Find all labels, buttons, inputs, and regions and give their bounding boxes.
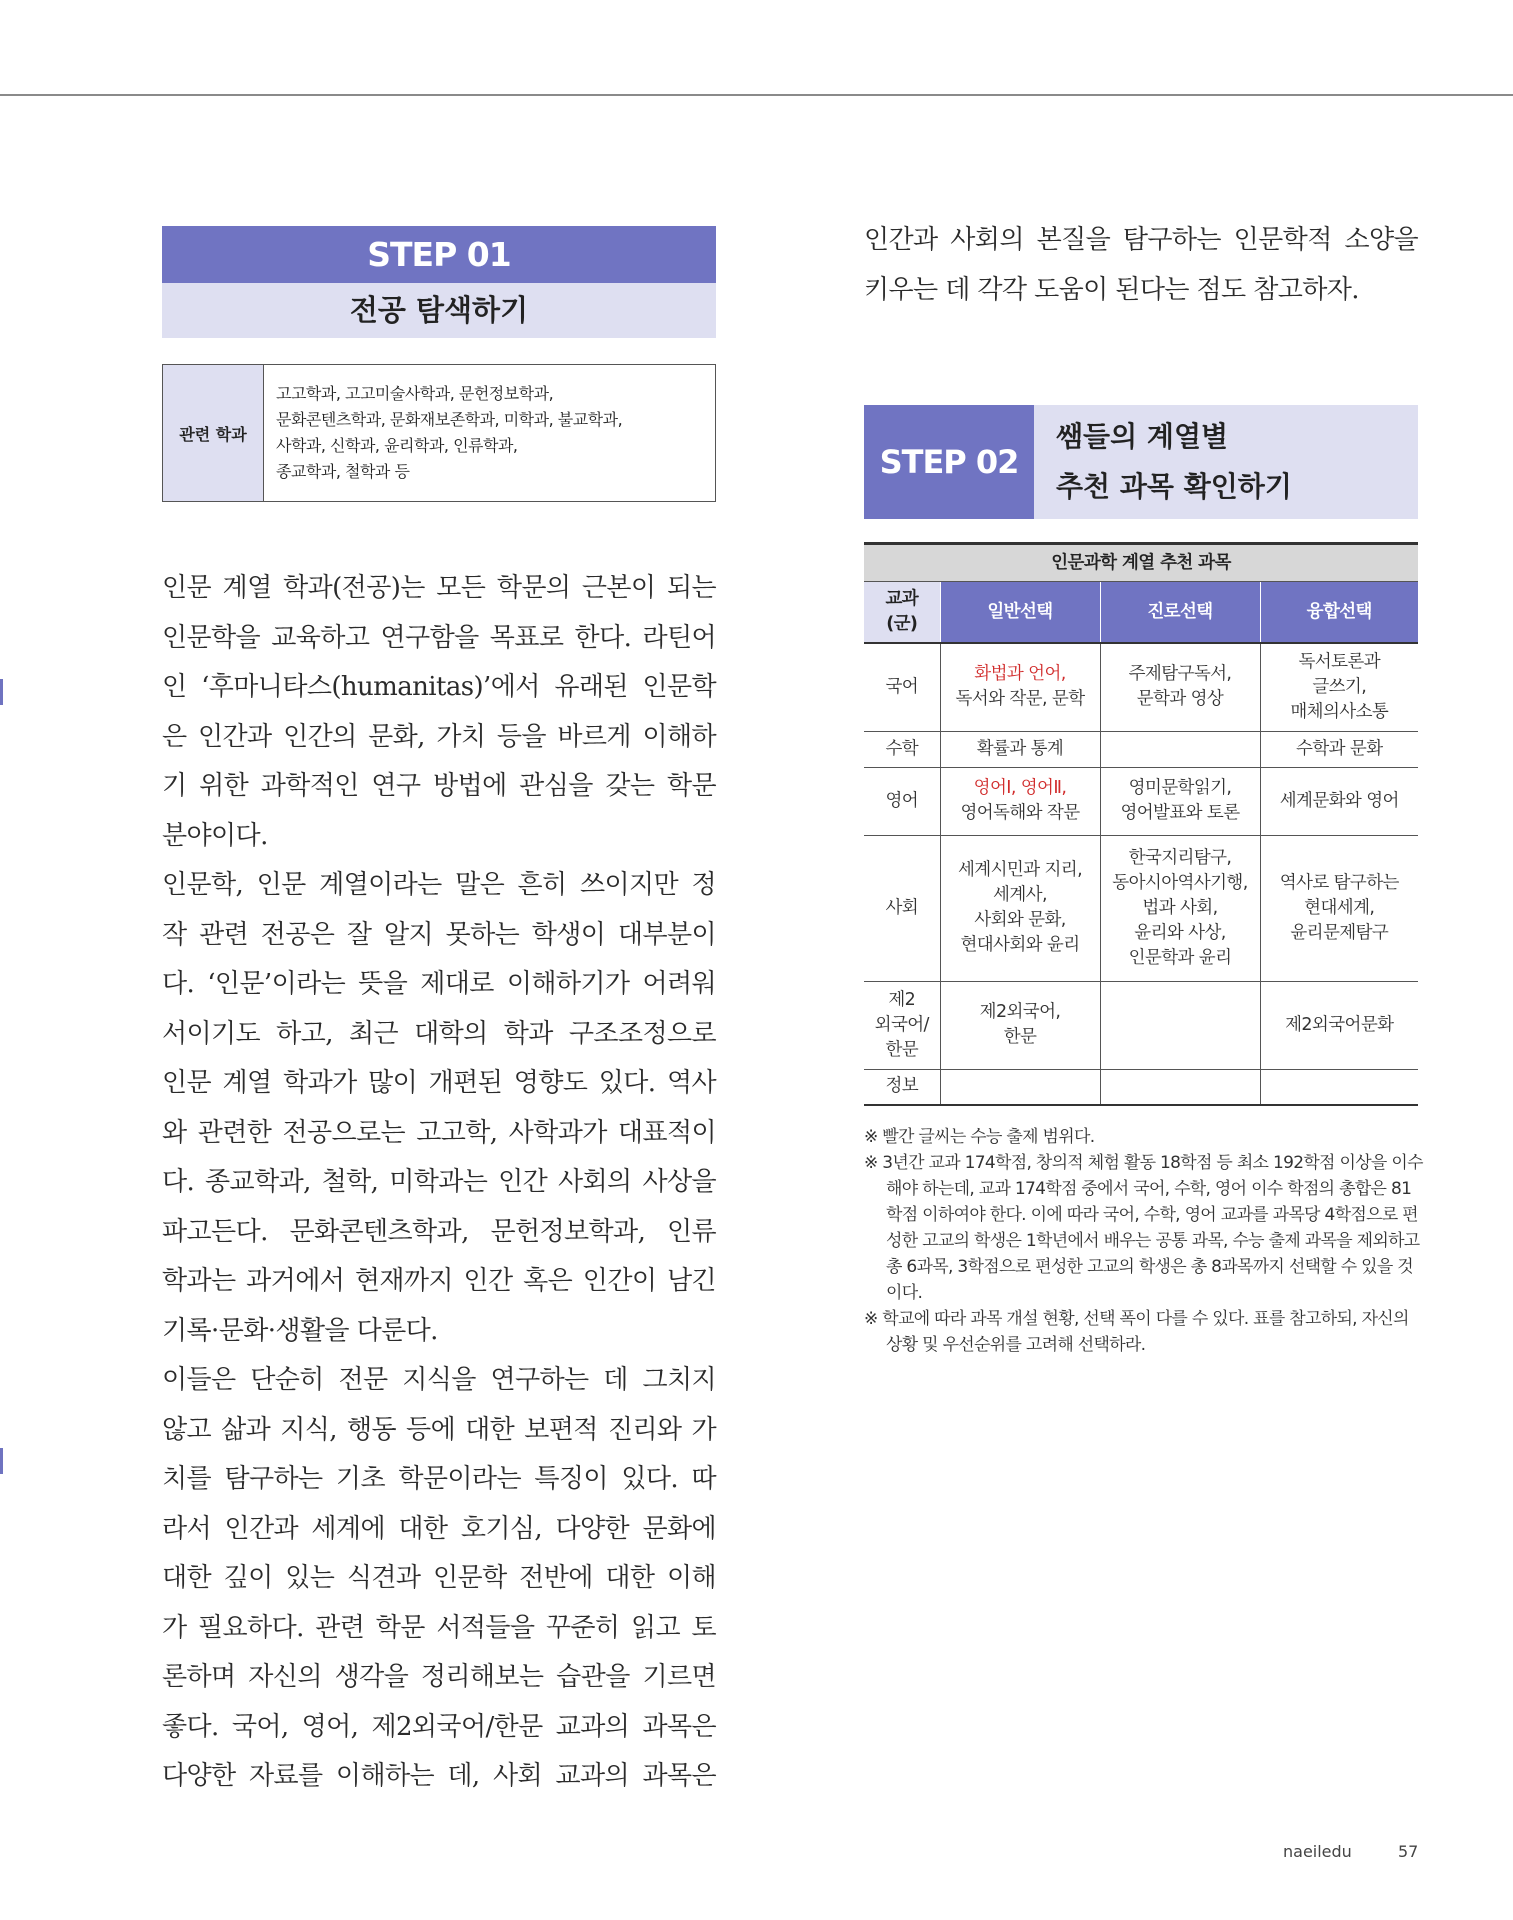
header-general: 일반선택	[940, 582, 1100, 644]
header-subject-group: 교과 (군)	[864, 582, 940, 644]
margin-mark	[0, 1448, 3, 1474]
top-rule	[0, 94, 1513, 96]
table-row	[864, 835, 1418, 981]
text-line: 론하며 자신의 생각을 정리해보는 습관을 기르면	[162, 1662, 716, 1692]
subject-cell: 제2 외국어/ 한문	[864, 981, 940, 1069]
text-line: 은 인간과 인간의 문화, 가치 등을 바르게 이해하	[162, 721, 716, 752]
career-cell	[1100, 1069, 1260, 1105]
fusion-cell	[1260, 1069, 1418, 1105]
step2-title-line: 쌤들의 계열별	[1056, 420, 1229, 453]
related-line: 문화콘텐츠학과, 문화재보존학과, 미학과, 불교학과,	[276, 410, 623, 429]
text-line: 가 필요하다. 관련 학문 서적들을 꾸준히 읽고 토	[162, 1612, 716, 1643]
text-line: 학과는 과거에서 현재까지 인간 혹은 인간이 남긴	[162, 1266, 716, 1296]
subject-cell: 영어	[864, 767, 940, 835]
csat-subject: 영어Ⅰ, 영어Ⅱ,	[973, 778, 1067, 798]
csat-subject: 화법과 언어,	[974, 664, 1066, 685]
related-line: 고고학과, 고고미술사학과, 문헌정보학과,	[276, 384, 554, 403]
related-line: 종교학과, 철학과 등	[276, 462, 410, 481]
step1-title: 전공 탐색하기	[162, 283, 716, 338]
step2-title	[1034, 405, 1418, 519]
note: ※ 3년간 교과 174학점, 창의적 체험 활동 18학점 등 최소 192학점 이상을 이수해야 하는데, 교과 174학점 중에서 국어, 수학, 영어 이수 학점의 총합은 81학점 이하여야 한다. 이에 따라 국어, 수학, 영어 교과를 과목당 4학점으로 편성한 고교의 학생은 1학년에서 배우는 공통 과목, 수능 출제 과목을 제외하고 총 6과목, 3학점으로 편성한 고교의 학생은 총 8과목까지 선택할 수 있을 것이다.	[864, 1153, 1423, 1303]
text-line: 인간과 사회의 본질을 탐구하는 인문학적 소양을	[864, 225, 1418, 255]
text-line: 다양한 자료를 이해하는 데, 사회 교과의 과목은	[162, 1761, 716, 1791]
table-row	[864, 643, 1418, 731]
text-line: 좋다. 국어, 영어, 제2외국어/한문 교과의 과목은	[162, 1711, 716, 1742]
page-number: 57	[1398, 1842, 1419, 1861]
text-line: 인문 계열 학과(전공)는 모든 학문의 근본이 되는	[162, 573, 716, 603]
general-cell	[940, 643, 1100, 731]
fusion-cell: 독서토론과 글쓰기, 매체의사소통	[1260, 643, 1418, 731]
text-line: 분야이다.	[162, 820, 268, 851]
footer-brand: naeiledu	[1283, 1842, 1352, 1861]
career-cell: 영미문학읽기, 영어발표와 토론	[1100, 767, 1260, 835]
table-row	[864, 1069, 1418, 1105]
header-career: 진로선택	[1100, 582, 1260, 644]
subject-text: 영어독해와 작문	[960, 803, 1080, 823]
step1-header	[162, 226, 716, 338]
step2-header	[864, 405, 1418, 519]
table-caption: 인문과학 계열 추천 과목	[864, 544, 1418, 582]
text-line: 작 관련 전공은 잘 알지 못하는 학생이 대부분이	[162, 919, 716, 950]
general-cell	[940, 1069, 1100, 1105]
table-row	[864, 731, 1418, 767]
text-line: 와 관련한 전공으로는 고고학, 사학과가 대표적이	[162, 1117, 716, 1148]
table-row	[864, 767, 1418, 835]
text-line: 인문 계열 학과가 많이 개편된 영향도 있다. 역사	[162, 1068, 716, 1098]
body-text-left	[162, 564, 716, 1802]
body-text-right	[864, 216, 1418, 315]
general-cell	[940, 767, 1100, 835]
related-line: 사학과, 신학과, 윤리학과, 인류학과,	[276, 436, 518, 455]
note: ※ 학교에 따라 과목 개설 현황, 선택 폭이 다를 수 있다. 표를 참고하되, 자신의 상황 및 우선순위를 고려해 선택하라.	[864, 1309, 1409, 1355]
step2-badge: STEP 02	[864, 405, 1034, 519]
text-line: 키우는 데 각각 도움이 된다는 점도 참고하자.	[864, 274, 1359, 305]
margin-mark	[0, 679, 3, 705]
note: ※ 빨간 글씨는 수능 출제 범위다.	[864, 1127, 1095, 1147]
career-cell: 한국지리탐구, 동아시아역사기행, 법과 사회, 윤리와 사상, 인문학과 윤리	[1100, 835, 1260, 981]
text-line: 않고 삶과 지식, 행동 등에 대한 보편적 진리와 가	[162, 1414, 716, 1445]
step1-badge: STEP 01	[162, 226, 716, 283]
text-line: 파고든다. 문화콘텐츠학과, 문헌정보학과, 인류	[162, 1216, 716, 1247]
fusion-cell: 제2외국어문화	[1260, 981, 1418, 1069]
fusion-cell: 역사로 탐구하는 현대세계, 윤리문제탐구	[1260, 835, 1418, 981]
subject-cell: 사회	[864, 835, 940, 981]
text-line: 대한 깊이 있는 식견과 인문학 전반에 대한 이해	[162, 1563, 716, 1593]
table-row	[864, 981, 1418, 1069]
related-list	[264, 365, 715, 501]
career-cell	[1100, 731, 1260, 767]
general-cell: 세계시민과 지리, 세계사, 사회와 문화, 현대사회와 윤리	[940, 835, 1100, 981]
career-cell	[1100, 981, 1260, 1069]
text-line: 이들은 단순히 전문 지식을 연구하는 데 그치지	[162, 1365, 716, 1395]
subject-cell: 정보	[864, 1069, 940, 1105]
text-line: 다. ‘인문’이라는 뜻을 제대로 이해하기가 어려워	[162, 969, 716, 999]
text-line: 서이기도 하고, 최근 대학의 학과 구조조정으로	[162, 1018, 716, 1049]
text-line: 치를 탐구하는 기초 학문이라는 특징이 있다. 따	[162, 1464, 716, 1494]
step2-title-line: 추천 과목 확인하기	[1056, 470, 1292, 503]
text-line: 인문학을 교육하고 연구함을 목표로 한다. 라틴어	[162, 622, 716, 653]
fusion-cell: 세계문화와 영어	[1260, 767, 1418, 835]
recommended-subjects-table	[864, 542, 1418, 1106]
related-label: 관련 학과	[163, 365, 264, 501]
career-cell: 주제탐구독서, 문학과 영상	[1100, 643, 1260, 731]
text-line: 인 ‘후마니타스(humanitas)’에서 유래된 인문학	[162, 672, 716, 702]
subject-cell: 국어	[864, 643, 940, 731]
subject-text: 독서와 작문, 문학	[955, 689, 1085, 710]
text-line: 기록·문화·생활을 다룬다.	[162, 1315, 438, 1346]
general-cell: 제2외국어, 한문	[940, 981, 1100, 1069]
fusion-cell: 수학과 문화	[1260, 731, 1418, 767]
text-line: 다. 종교학과, 철학, 미학과는 인간 사회의 사상을	[162, 1167, 716, 1197]
table-notes	[864, 1124, 1424, 1358]
text-line: 인문학, 인문 계열이라는 말은 흔히 쓰이지만 정	[162, 870, 716, 900]
subject-cell: 수학	[864, 731, 940, 767]
general-cell: 확률과 통계	[940, 731, 1100, 767]
related-departments-box	[162, 364, 716, 502]
text-line: 라서 인간과 세계에 대한 호기심, 다양한 문화에	[162, 1513, 716, 1544]
text-line: 기 위한 과학적인 연구 방법에 관심을 갖는 학문	[162, 771, 716, 801]
header-fusion: 융합선택	[1260, 582, 1418, 644]
